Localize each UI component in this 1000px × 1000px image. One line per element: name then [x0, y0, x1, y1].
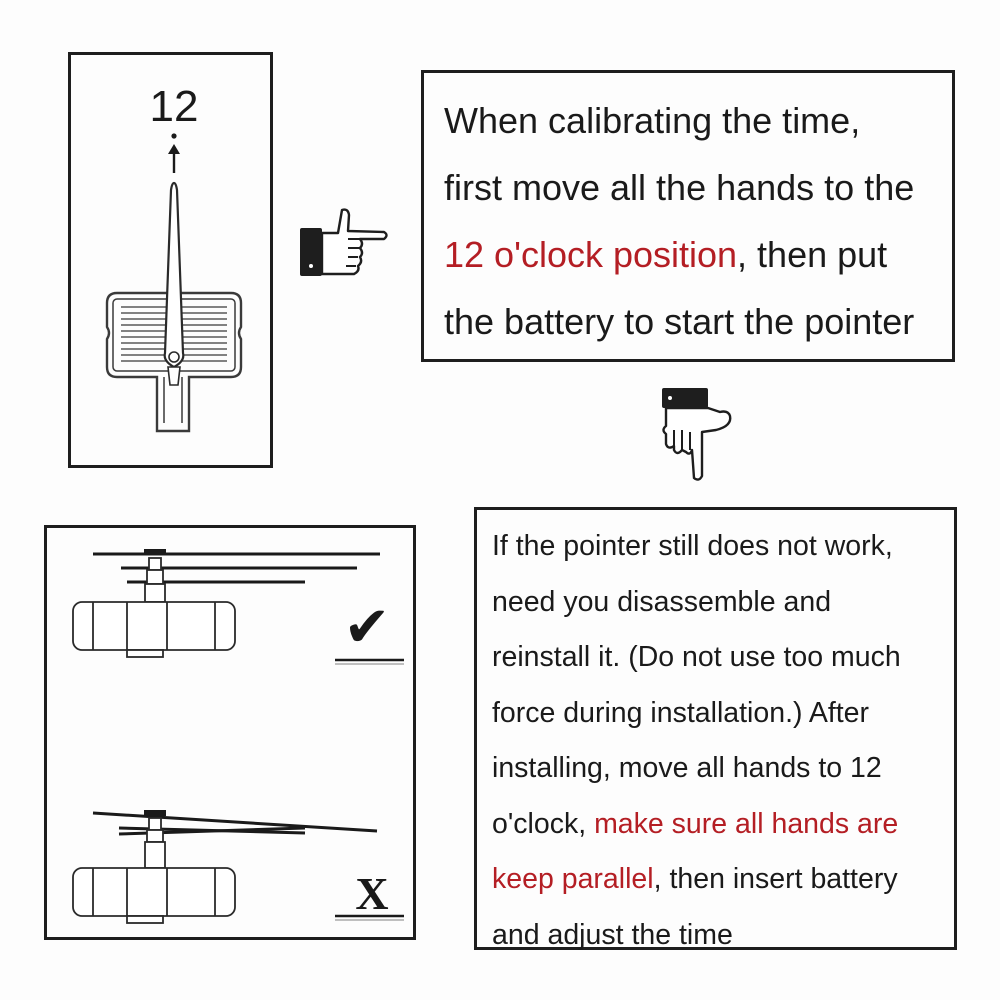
step2-line-3: reinstall it. (Do not use too much — [492, 641, 901, 673]
twelve-numeral: 12 — [149, 82, 199, 131]
hands-alignment-comparison — [47, 528, 419, 943]
step1-line-1: When calibrating the time, — [444, 100, 861, 141]
step1-line-3-rest: , then put — [737, 234, 888, 275]
clock-diagram — [71, 55, 276, 471]
minute-hand-icon — [165, 183, 184, 385]
calibration-instruction-box — [421, 70, 955, 362]
twelve-dot — [171, 133, 176, 138]
step1-line-4: the battery to start the pointer — [444, 301, 915, 342]
step2-highlight-parallel-2: keep parallel — [492, 863, 654, 895]
step1-line-2: first move all the hands to the — [444, 167, 915, 208]
pointing-down-hand-icon — [656, 386, 738, 482]
clock-diagram-panel — [68, 52, 273, 468]
reinstall-instruction-text — [492, 519, 901, 963]
wrong-x-icon: X — [355, 868, 389, 919]
hands-alignment-comparison-panel — [44, 525, 416, 940]
correct-check-icon: ✔ — [343, 595, 391, 660]
step2-line-2: need you disassemble and — [492, 585, 832, 618]
step2-line-8: and adjust the time — [492, 918, 733, 951]
step2-line-4: force during installation.) After — [492, 696, 870, 729]
pointing-right-hand-icon — [298, 206, 390, 278]
up-arrow-icon — [168, 144, 180, 173]
parallel-hands-correct-illustration — [73, 549, 380, 657]
step2-line-7-rest: , then insert battery — [653, 863, 898, 895]
reinstall-instruction-box — [474, 507, 957, 950]
step1-highlight-12-oclock: 12 o'clock position — [444, 234, 738, 275]
non-parallel-hands-wrong-illustration — [73, 810, 377, 923]
calibration-instruction-text — [444, 87, 914, 355]
step2-line-6-start: o'clock, — [492, 807, 595, 840]
step2-line-5: installing, move all hands to 12 — [492, 752, 882, 784]
step2-highlight-parallel-1: make sure all hands are — [594, 807, 899, 840]
step2-line-1: If the pointer still does not work, — [492, 530, 893, 562]
